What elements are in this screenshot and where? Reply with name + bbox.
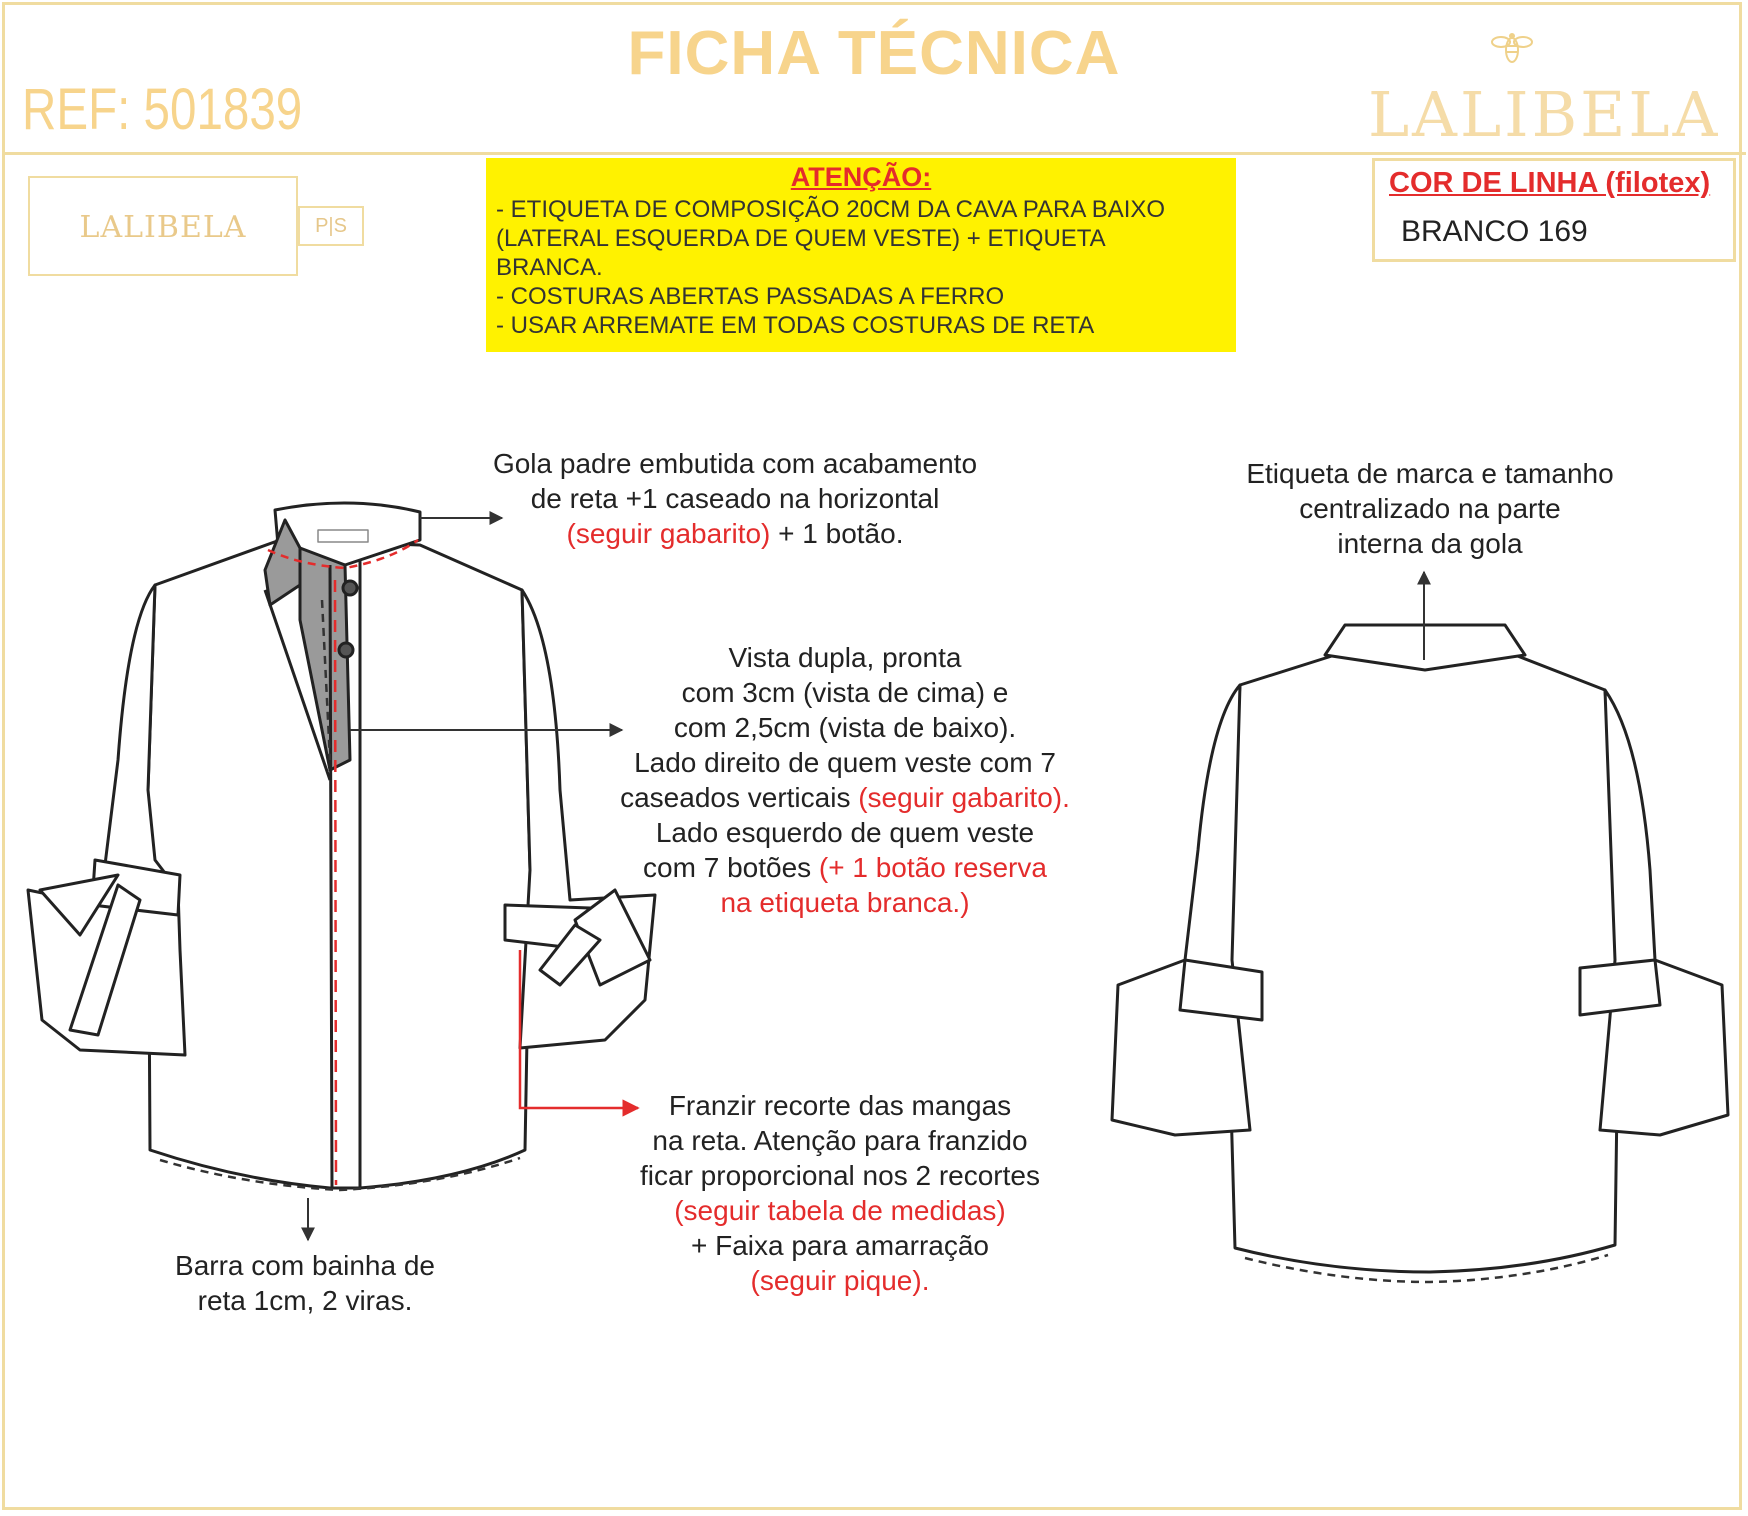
collar-note-line: Gola padre embutida com acabamento bbox=[492, 448, 978, 479]
placket-note-line: Vista dupla, pronta bbox=[728, 642, 962, 673]
attention-line: BRANCA. bbox=[496, 254, 603, 281]
collar-note bbox=[440, 446, 1030, 551]
size-label-tag: P|S bbox=[298, 206, 364, 246]
brand-logo: LALIBELA bbox=[1368, 78, 1721, 151]
collar-note-line bbox=[440, 516, 1030, 551]
attention-line: - COSTURAS ABERTAS PASSADAS A FERRO bbox=[496, 283, 1005, 310]
sleeve-note-line: (seguir tabela de medidas) bbox=[674, 1195, 1006, 1226]
back-body bbox=[1225, 655, 1620, 1272]
back-label-note-line: interna da gola bbox=[1337, 528, 1523, 559]
attention-title: ATENÇÃO: bbox=[790, 162, 932, 192]
back-label-note bbox=[1210, 456, 1650, 561]
placket-note-black: caseados verticais bbox=[620, 782, 859, 813]
sleeve-note-line: (seguir pique). bbox=[750, 1265, 930, 1296]
attention-line: - USAR ARREMATE EM TODAS COSTURAS DE RETA bbox=[496, 312, 1095, 339]
attention-line: - ETIQUETA DE COMPOSIÇÃO 20CM DA CAVA PARA BAIXO bbox=[496, 196, 1166, 223]
back-right-sleeve bbox=[1600, 690, 1728, 1135]
placket-note-line: com 3cm (vista de cima) e bbox=[681, 677, 1009, 708]
placket-note-line bbox=[565, 850, 1125, 885]
hem-note bbox=[130, 1248, 480, 1318]
sleeve-note-line: + Faixa para amarração bbox=[690, 1230, 990, 1261]
collar-note-rest: + 1 botão. bbox=[770, 518, 904, 549]
back-view-shirt bbox=[1112, 625, 1728, 1272]
collar-note-line: de reta +1 caseado na horizontal bbox=[530, 483, 940, 514]
sleeve-note bbox=[590, 1088, 1090, 1298]
back-label-note-line: centralizado na parte bbox=[1299, 493, 1561, 524]
placket-note-line: na etiqueta branca.) bbox=[720, 887, 970, 918]
label-brand-text: LALIBELA bbox=[79, 210, 247, 245]
back-label-note-line: Etiqueta de marca e tamanho bbox=[1246, 458, 1614, 489]
sleeve-note-line: ficar proporcional nos 2 recortes bbox=[640, 1160, 1040, 1191]
placket-note-line: Lado esquerdo de quem veste bbox=[655, 817, 1035, 848]
sleeve-note-line: na reta. Atenção para franzido bbox=[652, 1125, 1028, 1156]
attention-line: (LATERAL ESQUERDA DE QUEM VESTE) + ETIQUETA bbox=[496, 225, 1106, 252]
placket-note-line bbox=[565, 780, 1125, 815]
page-title: FICHA TÉCNICA bbox=[627, 19, 1121, 88]
placket-note bbox=[565, 640, 1125, 920]
collar-note-red: (seguir gabarito) bbox=[566, 518, 771, 549]
back-left-sleeve bbox=[1112, 685, 1250, 1135]
thread-color-value: BRANCO 169 bbox=[1401, 215, 1588, 248]
placket-note-line: com 2,5cm (vista de baixo). bbox=[673, 712, 1017, 743]
placket-note-line: Lado direito de quem veste com 7 bbox=[634, 747, 1056, 778]
placket-note-red: (+ 1 botão reserva bbox=[818, 852, 1047, 883]
front-view-shirt bbox=[28, 503, 655, 1188]
hem-note-line: reta 1cm, 2 viras. bbox=[197, 1285, 413, 1316]
placket-note-red: (seguir gabarito). bbox=[858, 782, 1070, 813]
thread-color-title: COR DE LINHA (filotex) bbox=[1389, 167, 1711, 199]
reference-code: REF: 501839 bbox=[22, 77, 303, 142]
hem-note-line: Barra com bainha de bbox=[175, 1250, 435, 1281]
sleeve-note-line: Franzir recorte das mangas bbox=[668, 1090, 1012, 1121]
placket-note-black: com 7 botões bbox=[643, 852, 819, 883]
